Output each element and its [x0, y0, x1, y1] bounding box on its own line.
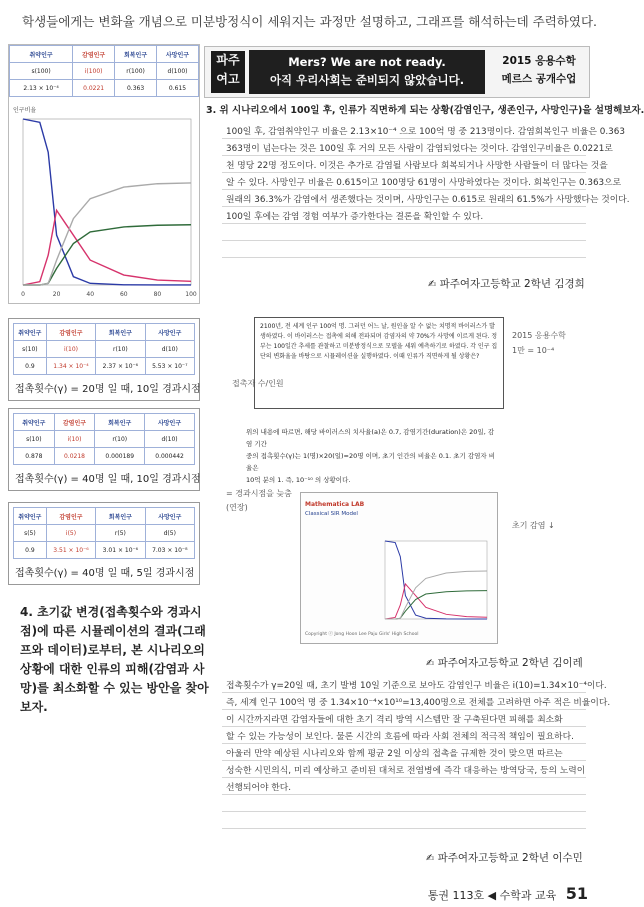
x-tick-label: 60: [119, 291, 128, 298]
header-infected: 감염인구: [46, 324, 95, 341]
cell: r(5): [96, 525, 145, 542]
top-result-table: [9, 45, 199, 97]
banner-line-2: 아직 우리사회는 준비되지 않았습니다.: [269, 73, 465, 87]
intro-text: 학생들에게는 변화율 개념으로 미분방정식이 세워지는 과정만 설명하고, 그래프를 해석하는데 주력하였다.: [22, 14, 598, 29]
series-line-3: [23, 183, 191, 285]
header-infected: 감염인구: [73, 46, 115, 63]
sim-subtitle: Classical SIR Model: [305, 511, 358, 517]
result-caption-2: 접촉횟수(γ) = 40명 일 때, 10일 경과시점: [15, 474, 201, 485]
answer-line: 천 명당 22명 정도이다. 이것은 추가로 감염될 사람보다 회복되거나 사망한 사람들이 더 많다는 것을: [226, 161, 608, 171]
cell: d(100): [157, 63, 199, 80]
author-3: ✍ 파주여자고등학교 2학년 이수민: [426, 852, 583, 864]
pencil-icon: ✍: [426, 658, 438, 669]
cell: 0.0221: [73, 80, 115, 97]
section-4-question: 4. 초기값 변경(접촉횟수와 경과시점)에 따른 시뮬레이션의 결과(그래프와 데이터)로부터, 본 시나리오의 상황에 대한 인류의 피해(감염과 사망)를 최소화할 수 있는 방안을 찾아보자.: [20, 605, 209, 714]
cell: r(10): [96, 341, 145, 358]
answer-2-text: [222, 676, 611, 797]
banner-right-2: 메르스 공개수업: [501, 73, 577, 85]
author-1: ✍ 파주여자고등학교 2학년 김경희: [428, 278, 585, 290]
simulation-chart-panel: [8, 44, 200, 304]
question-3: 3. 위 시나리오에서 100일 후, 인류가 직면하게 되는 상황(감염인구, 생존인구, 사망인구)을 설명해보자.: [206, 105, 644, 116]
cell: 0.000189: [95, 448, 145, 465]
pencil-icon: ✍: [428, 279, 440, 290]
header-infected: 감염인구: [54, 414, 95, 431]
header-recovered: 회복인구: [115, 46, 157, 63]
cell: d(10): [145, 431, 195, 448]
cell: 0.878: [14, 448, 55, 465]
cell: 2.13 × 10⁻⁴: [10, 80, 73, 97]
note-right-3: 초기 감염 ↓: [512, 521, 555, 530]
header-susceptible: 취약인구: [14, 414, 55, 431]
sim-line: 위의 내용에 따르면, 해당 바이러스의 치사율(a)은 0.7, 감염기간(duration)은 20일, 감염 기간: [246, 428, 495, 448]
header-susceptible: 취약인구: [14, 324, 47, 341]
logo-line-1: 파주: [216, 53, 240, 67]
cell: s(100): [10, 63, 73, 80]
result-box-1: [8, 318, 200, 401]
cell: 0.9: [14, 542, 47, 559]
result-box-3: [8, 502, 200, 585]
cell: i(10): [54, 431, 95, 448]
header-infected: 감염인구: [46, 508, 95, 525]
series-line-1: [23, 210, 191, 285]
answer-line: 100일 후에는 감염 경험 여부가 증가한다는 결론을 확인할 수 있다.: [226, 212, 484, 222]
answer-line: 원래의 36.3%가 감염에서 생존했다는 것이며, 사망인구는 0.615로 원래의 61.5%가 사망했다는 것이다.: [226, 195, 630, 205]
x-tick-label: 0: [21, 291, 25, 298]
cell: d(10): [145, 341, 194, 358]
answer-line: 아울러 만약 예상된 시나리오와 함께 평균 2일 이상의 접촉을 규제한 것이 맞으면 따르는: [226, 749, 563, 759]
banner-line-1: Mers? We are not ready.: [288, 55, 446, 69]
answer-sheet-1: [222, 122, 630, 258]
cell: s(10): [14, 341, 47, 358]
problem-text: 2100년, 전 세계 인구 100억 명. 그러던 어느 날, 원인을 알 수 없는 치명적 바이러스가 발생하였다. 이 바이러스는 접촉에 의해 전파되며 감염자의 약 70%가 사망에 이르게 된다. 정부는 100일간 추세를 관찰하고 미분방정식으로 모델을 세워 예측하기로 하였다. 각 인구 집단의 변화율을 바탕으로 시뮬레이션을 실행하였다. 이때 인류가 직면하게 될 상황은?: [260, 323, 498, 360]
answer-1-text: [222, 122, 630, 226]
header-dead: 사망인구: [157, 46, 199, 63]
note-left-3: (연장): [226, 503, 248, 512]
banner-title: [249, 50, 485, 94]
result-table-3: [13, 507, 195, 559]
answer-line: 접촉횟수가 γ=20일 때, 초기 발병 10일 기준으로 보아도 감염인구 비율은 i(10)=1.34×10⁻⁴이다.: [226, 681, 607, 691]
page-number: 51: [565, 884, 588, 903]
answer-sheet-2: [222, 676, 611, 836]
header-susceptible: 취약인구: [14, 508, 47, 525]
cell: 5.53 × 10⁻⁷: [145, 358, 194, 375]
cell: 0.363: [115, 80, 157, 97]
result-caption-1: 접촉횟수(γ) = 20명 일 때, 10일 경과시점: [15, 384, 201, 395]
sir-line-chart: [13, 115, 195, 299]
cell: r(100): [115, 63, 157, 80]
x-tick-label: 40: [86, 291, 95, 298]
cell: 0.0218: [54, 448, 95, 465]
cell: s(10): [14, 431, 55, 448]
problem-statement-box: [254, 317, 504, 409]
banner-right-1: 2015 응용수학: [502, 55, 576, 67]
header-recovered: 회복인구: [96, 508, 145, 525]
cell: i(10): [46, 341, 95, 358]
answer-line: 선행되어야 한다.: [226, 783, 292, 793]
x-tick-label: 100: [185, 291, 197, 298]
author-2: ✍ 파주여자고등학교 2학년 김이레: [426, 657, 583, 669]
answer-line: 성숙한 시민의식, 미리 예상하고 준비된 대처로 전염병에 즉각 대응하는 방역당국, 등의 노력이: [226, 766, 586, 776]
result-box-2: [8, 408, 200, 491]
answer-line: 100일 후, 감염취약인구 비율은 2.13×10⁻⁴ 으로 100억 명 중 213명이다. 감염회복인구 비율은 0.363: [226, 127, 625, 137]
note-right-1: 2015 응용수학: [512, 331, 566, 340]
sim-copyright: Copyright ⓒ Jong Hoon Lee Paju Girls' High School: [305, 632, 419, 637]
sim-title: Mathematica LAB: [305, 501, 365, 508]
header-susceptible: 취약인구: [10, 46, 73, 63]
answer-line: 알 수 있다. 사망인구 비율은 0.615이고 100명당 61명이 사망하였다는 것이다. 회복인구는 0.363으로: [226, 178, 622, 188]
cell: 3.51 × 10⁻⁶: [46, 542, 95, 559]
cell: 2.37 × 10⁻⁶: [96, 358, 145, 375]
sim-line: 중의 접촉횟수(γ)는 1(명)×20(일)=20명 이며, 초기 인간의 비율은 0.1. 초기 감염자 비율은: [246, 452, 496, 472]
cell: i(5): [46, 525, 95, 542]
cell: i(100): [73, 63, 115, 80]
sim-axes: [385, 541, 487, 619]
simulation-explanation: [246, 426, 496, 486]
answer-line: 363명이 넘는다는 것은 100일 후 거의 모든 사람이 감염되었다는 것이다. 감염인구비율은 0.0221로: [226, 144, 613, 154]
cell: 0.615: [157, 80, 199, 97]
cell: 1.34 × 10⁻⁴: [46, 358, 95, 375]
note-right-2: 1만 = 10⁻⁴: [512, 346, 555, 355]
cell: 3.01 × 10⁻⁶: [96, 542, 145, 559]
cell: 0.000442: [145, 448, 195, 465]
note-left-1: 접촉자 수/인원: [232, 379, 284, 388]
result-table-1: [13, 323, 195, 375]
page-footer: [428, 884, 588, 903]
header-recovered: 회복인구: [96, 324, 145, 341]
chart-axes: [23, 119, 191, 285]
sim-line: 10억 분의 1. 즉, 10⁻¹⁰ 의 상황이다.: [246, 476, 351, 484]
cell: r(10): [95, 431, 145, 448]
school-logo: [211, 51, 245, 93]
sim-line-chart: [381, 537, 491, 623]
banner-course: [491, 52, 587, 88]
x-tick-label: 20: [52, 291, 61, 298]
issue-label: 통권 113호 ◀ 수학과 교육: [427, 889, 557, 902]
cell: d(5): [145, 525, 194, 542]
chart-ylabel: 인구비율: [13, 107, 37, 114]
result-table-2: [13, 413, 195, 465]
cell: 7.03 × 10⁻⁸: [145, 542, 194, 559]
lesson-banner: [204, 46, 590, 98]
header-dead: 사망인구: [145, 414, 195, 431]
answer-line: 이 시간까지라면 감염자들에 대한 초기 격리 방역 시스템만 잘 구축된다면 피해를 최소화: [226, 715, 563, 725]
mathematica-sim-screenshot: [300, 492, 498, 644]
cell: 0.9: [14, 358, 47, 375]
header-recovered: 회복인구: [95, 414, 145, 431]
header-dead: 사망인구: [145, 324, 194, 341]
logo-line-2: 여고: [216, 72, 240, 86]
answer-line: 즉, 세계 인구 100억 명 중 1.34×10⁻⁴×10¹⁰=13,400명으로 전체를 고려하면 아주 적은 비율이다.: [226, 698, 611, 708]
series-line-0: [23, 119, 191, 285]
answer-line: 할 수 있는 가능성이 보인다. 물론 시간의 흐름에 따라 사회 전체의 적극적 책임이 필요하다.: [226, 732, 574, 742]
note-left-2: = 경과시점을 늦춤: [226, 489, 292, 498]
x-tick-label: 80: [153, 291, 162, 298]
cell: s(5): [14, 525, 47, 542]
header-dead: 사망인구: [145, 508, 194, 525]
pencil-icon: ✍: [426, 853, 438, 864]
result-caption-3: 접촉횟수(γ) = 40명 일 때, 5일 경과시점: [15, 568, 195, 579]
